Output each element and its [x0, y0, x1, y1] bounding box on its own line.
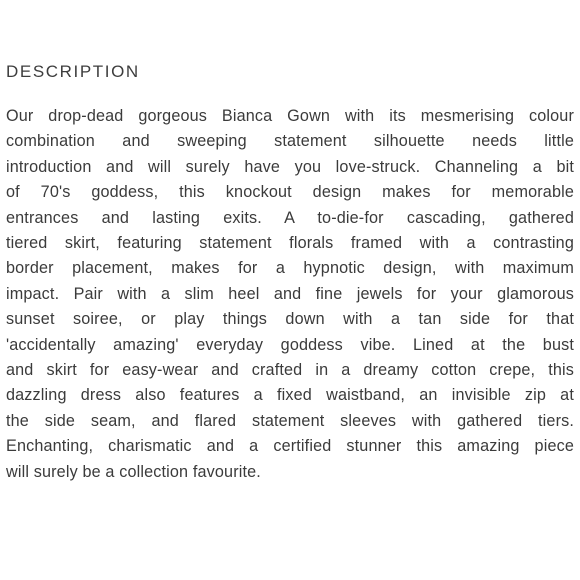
description-line: introduction and will surely have you love-struck. Channeling a bit — [6, 157, 574, 176]
description-line: will surely be a collection favourite. — [6, 462, 261, 481]
description-line: Enchanting, charismatic and a certified stunner this amazing piece — [6, 437, 574, 456]
description-line: tiered skirt, featuring statement florals framed with a contrasting — [6, 234, 574, 253]
description-line: combination and sweeping statement silhouette needs little — [6, 132, 574, 151]
description-line: of 70's goddess, this knockout design makes for memorable — [6, 183, 574, 202]
description-line: impact. Pair with a slim heel and fine jewels for your glamorous — [6, 284, 574, 303]
description-line: sunset soiree, or play things down with a tan side for that — [6, 310, 574, 329]
section-heading: DESCRIPTION — [6, 62, 140, 81]
description-line: and skirt for easy-wear and crafted in a dreamy cotton crepe, this — [6, 361, 574, 380]
description-line: border placement, makes for a hypnotic design, with maximum — [6, 259, 574, 278]
description-line: dazzling dress also features a fixed waistband, an invisible zip at — [6, 386, 574, 405]
description-section — [6, 60, 574, 485]
description-line: entrances and lasting exits. A to-die-for cascading, gathered — [6, 208, 574, 227]
description-line: the side seam, and flared statement sleeves with gathered tiers. — [6, 411, 574, 430]
description-line: Our drop-dead gorgeous Bianca Gown with its mesmerising colour — [6, 107, 574, 125]
description-line: 'accidentally amazing' everyday goddess vibe. Lined at the bust — [6, 335, 574, 354]
description-text — [6, 104, 574, 485]
